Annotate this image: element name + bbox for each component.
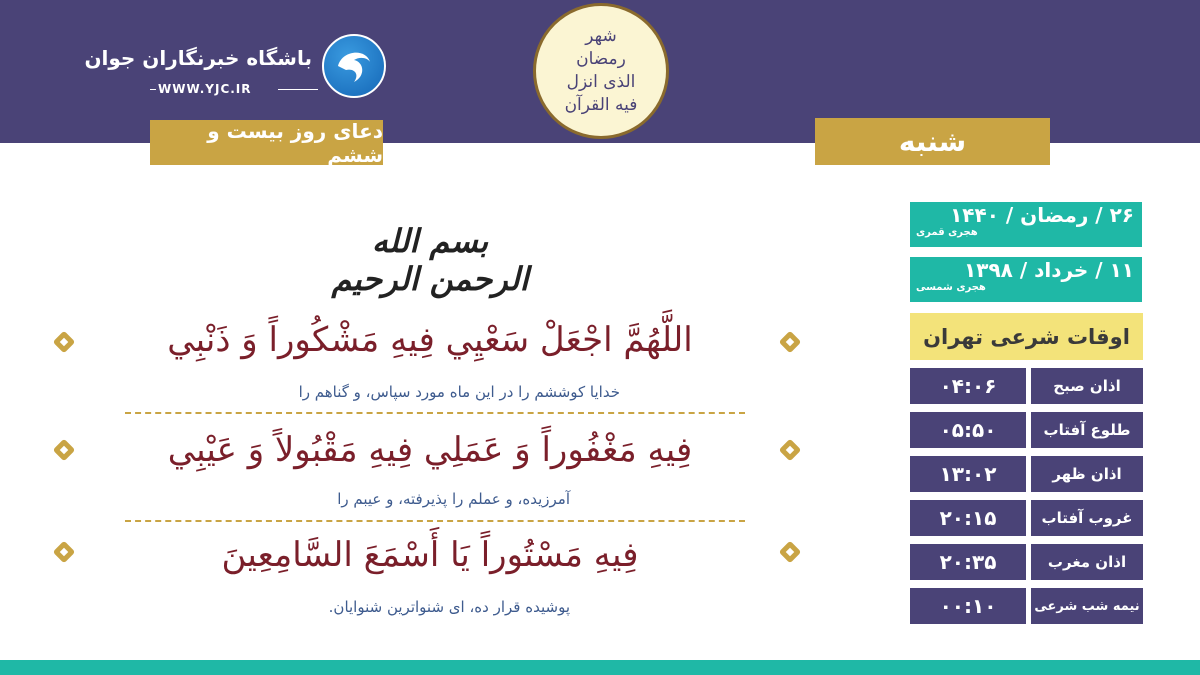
prayer-time: ۰۴:۰۶ <box>910 368 1026 404</box>
prayer-label: نیمه شب شرعی <box>1031 588 1143 624</box>
dua-translation-line: آمرزیده، و عملم را پذیرفته، و عیبم را <box>337 490 570 508</box>
prayer-label: طلوع آفتاب <box>1031 412 1143 448</box>
prayer-time: ۰۵:۵۰ <box>910 412 1026 448</box>
prayer-time: ۱۳:۰۲ <box>910 456 1026 492</box>
dashed-divider <box>125 520 745 522</box>
solar-date-label: هجری شمسی <box>916 282 986 293</box>
diamond-ornament-icon <box>779 439 801 461</box>
prayer-time: ۰۰:۱۰ <box>910 588 1026 624</box>
prayer-time: ۲۰:۱۵ <box>910 500 1026 536</box>
brand-name: باشگاه خبرنگاران جوان <box>84 46 312 70</box>
emblem-text: شهر رمضان الذی انزل فیه القرآن <box>564 26 638 115</box>
diamond-ornament-icon <box>53 439 75 461</box>
bismillah: بسم الله الرحمن الرحیم <box>331 222 529 298</box>
solar-date: ۱۱ / خرداد / ۱۳۹۸ <box>964 258 1134 282</box>
footer-band <box>0 660 1200 675</box>
prayer-label: غروب آفتاب <box>1031 500 1143 536</box>
diamond-ornament-icon <box>53 541 75 563</box>
dua-arabic-line: فِيهِ مَسْتُوراً يَا أَسْمَعَ السَّامِعِينَ <box>221 535 639 575</box>
ramadan-emblem <box>533 3 669 139</box>
prayer-label: اذان صبح <box>1031 368 1143 404</box>
dua-translation-line: خدایا کوششم را در این ماه مورد سپاس، و گناهم را <box>298 383 620 401</box>
solar-date-box <box>910 257 1142 302</box>
dua-arabic-line: فِيهِ مَغْفُوراً وَ عَمَلِي فِيهِ مَقْبُولاً وَ عَيْبِي <box>167 430 693 470</box>
brand-url: WWW.YJC.IR <box>158 82 252 96</box>
dua-translation-line: پوشیده قرار ده، ای شنواترین شنوایان. <box>328 598 570 616</box>
lunar-date: ۲۶ / رمضان / ۱۴۴۰ <box>950 203 1134 227</box>
weekday-label: شنبه <box>815 118 1050 165</box>
prayer-time: ۲۰:۳۵ <box>910 544 1026 580</box>
yjc-logo[interactable] <box>84 32 390 102</box>
yjc-logo-icon <box>322 34 386 98</box>
dashed-divider <box>125 412 745 414</box>
diamond-ornament-icon <box>53 331 75 353</box>
prayer-times-title: اوقات شرعی تهران <box>910 313 1143 360</box>
dua-arabic-line: اللَّهُمَّ اجْعَلْ سَعْيِي فِيهِ مَشْكُوراً وَ ذَنْبِي <box>167 320 693 360</box>
day-title: دعای روز بیست و ششم <box>150 120 383 165</box>
url-divider-right <box>278 89 318 90</box>
lunar-date-label: هجری قمری <box>916 227 978 238</box>
diamond-ornament-icon <box>779 541 801 563</box>
prayer-label: اذان ظهر <box>1031 456 1143 492</box>
diamond-ornament-icon <box>779 331 801 353</box>
prayer-label: اذان مغرب <box>1031 544 1143 580</box>
lunar-date-box <box>910 202 1142 247</box>
url-divider-left <box>150 89 156 90</box>
